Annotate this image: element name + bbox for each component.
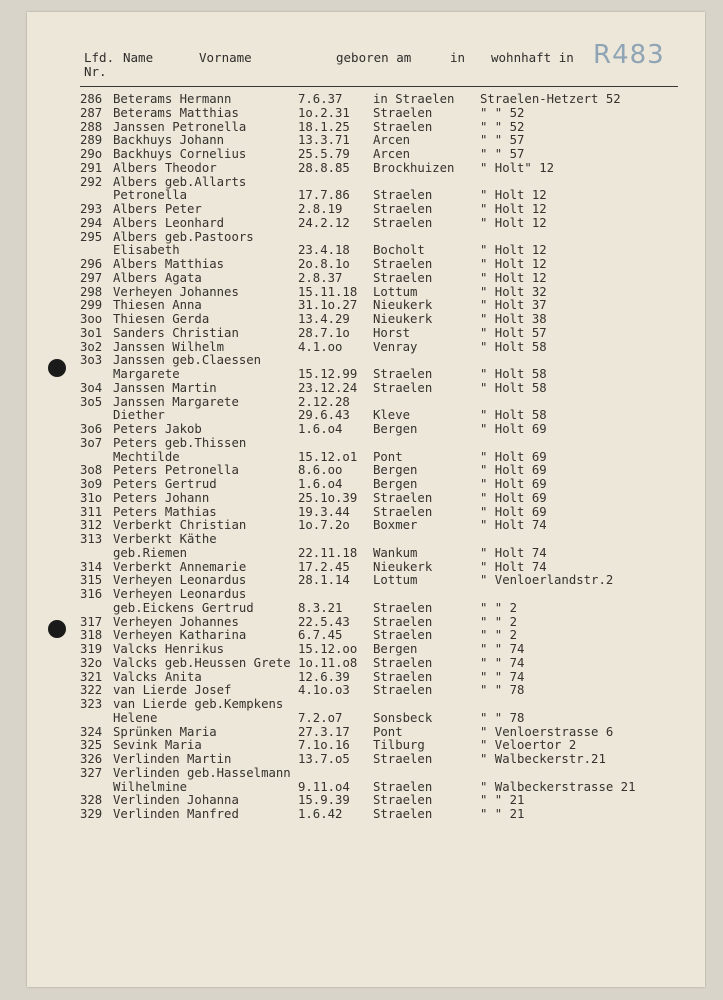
- row-birth-place: Straelen: [373, 490, 433, 505]
- row-birth-place: Wankum: [373, 545, 418, 560]
- row-birth-place: Straelen: [373, 614, 433, 629]
- row-birth-date: 1.6.42: [298, 807, 343, 821]
- row-residence: " Walbeckerstr.21: [480, 752, 606, 766]
- list-item: [80, 107, 700, 121]
- row-number: 3o2: [80, 339, 103, 354]
- row-residence: " Holt 37: [480, 298, 547, 313]
- list-item: [80, 478, 700, 492]
- row-birth-place: Straelen: [373, 807, 433, 821]
- row-birth-date: 1o.7.2o: [298, 518, 350, 533]
- archive-mark: R483: [593, 40, 665, 70]
- row-residence: " Holt 69: [480, 477, 547, 491]
- row-number: 286: [80, 92, 103, 106]
- row-number: 3o9: [80, 477, 103, 491]
- row-birth-place: Bergen: [373, 463, 418, 478]
- list-item: [80, 313, 700, 327]
- row-birth-place: Straelen: [373, 655, 433, 670]
- header-wohnhaft-in: wohnhaft in: [491, 50, 574, 65]
- row-birth-date: 27.3.17: [298, 724, 350, 739]
- row-residence: " " 74: [480, 669, 525, 684]
- list-item: [80, 409, 700, 423]
- row-name: Beterams Hermann: [113, 92, 232, 106]
- row-name: Valcks Anita: [113, 669, 202, 684]
- row-residence: " " 57: [480, 147, 525, 161]
- row-birth-date: 13.4.29: [298, 312, 350, 326]
- row-birth-date: 15.9.39: [298, 793, 350, 808]
- row-name: Albers geb.Pastoors: [113, 229, 254, 244]
- row-residence: " " 57: [480, 133, 525, 148]
- row-residence: " Holt 69: [480, 463, 547, 478]
- row-birth-date: 1o.2.31: [298, 105, 350, 120]
- row-name: Peters Gertrud: [113, 477, 217, 491]
- row-number: 296: [80, 257, 103, 271]
- row-number: 295: [80, 229, 103, 244]
- row-number: 328: [80, 793, 103, 808]
- row-birth-place: Straelen: [373, 683, 433, 698]
- list-item: [80, 561, 700, 575]
- list-item: [80, 781, 700, 795]
- row-residence: " Holt 58: [480, 339, 547, 354]
- row-number: 3o3: [80, 353, 103, 368]
- row-birth-place: Tilburg: [373, 738, 425, 753]
- row-birth-place: Bocholt: [373, 243, 425, 258]
- list-item: [80, 162, 700, 176]
- row-residence: " Venloerstrasse 6: [480, 724, 614, 739]
- row-number: 322: [80, 683, 103, 698]
- row-birth-place: Straelen: [373, 380, 433, 395]
- row-name: Verberkt Annemarie: [113, 559, 247, 574]
- list-item: [80, 176, 700, 190]
- list-item: [80, 464, 700, 478]
- row-name: Verlinden Johanna: [113, 793, 239, 808]
- row-residence: " Holt 38: [480, 312, 547, 326]
- row-residence: " Holt 58: [480, 408, 547, 423]
- row-birth-date: 2.8.19: [298, 202, 343, 216]
- header-nr: Nr.: [84, 64, 107, 79]
- row-name: Backhuys Johann: [113, 133, 225, 148]
- list-item: [80, 121, 700, 135]
- row-birth-date: 28.8.85: [298, 160, 350, 175]
- row-name: Verheyen Katharina: [113, 628, 247, 643]
- row-number: 318: [80, 628, 103, 643]
- row-residence: " " 78: [480, 710, 525, 725]
- row-number: 329: [80, 807, 103, 821]
- list-item: [80, 368, 700, 382]
- row-residence: " " 52: [480, 119, 525, 134]
- list-item: [80, 258, 700, 272]
- row-number: 316: [80, 587, 103, 601]
- row-name: Thiesen Anna: [113, 298, 202, 313]
- row-birth-date: 13.7.o5: [298, 752, 350, 766]
- row-name: Valcks geb.Heussen Grete 1o.11.o8: [113, 655, 358, 670]
- row-birth-date: 8.3.21: [298, 600, 343, 615]
- row-name: Sprünken Maria: [113, 724, 217, 739]
- row-number: 293: [80, 202, 103, 216]
- row-name: Sevink Maria: [113, 738, 202, 753]
- row-number: 317: [80, 614, 103, 629]
- row-birth-place: Straelen: [373, 270, 433, 285]
- row-residence: " Holt 12: [480, 202, 547, 216]
- list-item: [80, 533, 700, 547]
- row-birth-place: Nieukerk: [373, 559, 433, 574]
- row-residence: " Holt 12: [480, 270, 547, 285]
- list-item: [80, 712, 700, 726]
- row-name: Backhuys Cornelius: [113, 147, 247, 161]
- row-birth-date: 18.1.25: [298, 119, 350, 134]
- row-name: Albers Peter: [113, 202, 202, 216]
- row-name: van Lierde geb.Kempkens: [113, 697, 284, 711]
- row-birth-place: Straelen: [373, 504, 433, 519]
- row-birth-date: 31.1o.27: [298, 298, 358, 313]
- row-birth-place: Straelen: [373, 793, 433, 808]
- row-birth-place: Straelen: [373, 215, 433, 230]
- list-item: [80, 492, 700, 506]
- row-number: 311: [80, 504, 103, 519]
- row-birth-place: Brockhuizen: [373, 160, 455, 175]
- row-residence: " Holt 12: [480, 188, 547, 203]
- row-birth-date: 24.2.12: [298, 215, 350, 230]
- row-residence: " Holt 69: [480, 490, 547, 505]
- row-name: Albers Agata: [113, 270, 202, 285]
- row-number: 3o7: [80, 435, 103, 450]
- row-birth-place: Arcen: [373, 133, 411, 148]
- row-residence: " Holt 12: [480, 215, 547, 230]
- row-name: Peters Jakob: [113, 422, 202, 436]
- row-birth-date: 28.7.1o: [298, 325, 350, 340]
- row-name: Verheyen Johannes: [113, 614, 239, 629]
- list-item: [80, 602, 700, 616]
- row-residence: " " 78: [480, 683, 525, 698]
- row-number: 292: [80, 174, 103, 189]
- row-birth-place: Nieukerk: [373, 312, 433, 326]
- row-number: 3o1: [80, 325, 103, 340]
- row-residence: " Holt 58: [480, 367, 547, 381]
- row-number: 3oo: [80, 312, 103, 326]
- row-birth-date: 15.12.oo: [298, 642, 358, 656]
- row-number: 31o: [80, 490, 103, 505]
- row-birth-place: Straelen: [373, 257, 433, 271]
- list-item: [80, 547, 700, 561]
- row-name: Verberkt Käthe: [113, 532, 217, 546]
- row-birth-date: 17.2.45: [298, 559, 350, 574]
- row-residence: " " 2: [480, 600, 518, 615]
- row-birth-place: Pont: [373, 724, 403, 739]
- row-name: Albers Theodor: [113, 160, 217, 175]
- list-item: [80, 327, 700, 341]
- list-item: [80, 643, 700, 657]
- row-name: Verlinden geb.Hasselmann: [113, 765, 291, 780]
- row-birth-place: Kleve: [373, 408, 411, 423]
- row-birth-date: 1.6.o4: [298, 422, 343, 436]
- row-number: 313: [80, 532, 103, 546]
- list-item: [80, 753, 700, 767]
- row-number: 325: [80, 738, 103, 753]
- row-birth-date: 4.1o.o3: [298, 683, 350, 698]
- row-birth-date: 23.4.18: [298, 243, 350, 258]
- list-item: [80, 217, 700, 231]
- list-item: [80, 506, 700, 520]
- row-birth-place: Horst: [373, 325, 411, 340]
- row-birth-date: 22.11.18: [298, 545, 358, 560]
- row-name: Helene: [113, 710, 158, 725]
- row-number: 319: [80, 642, 103, 656]
- row-birth-date: 7.6.37: [298, 92, 343, 106]
- row-birth-date: 7.2.o7: [298, 710, 343, 725]
- row-name: Peters Johann: [113, 490, 210, 505]
- row-birth-date: 25.1o.39: [298, 490, 358, 505]
- row-number: 3o5: [80, 394, 103, 409]
- row-name: Janssen Margarete: [113, 394, 239, 409]
- row-name: Verheyen Johannes: [113, 284, 239, 299]
- row-residence: " Holt 74: [480, 518, 547, 533]
- header-vorname: Vorname: [199, 50, 252, 65]
- row-number: 321: [80, 669, 103, 684]
- punch-hole-bottom: [48, 620, 66, 638]
- row-name: Wilhelmine: [113, 779, 188, 794]
- row-name: Verheyen Leonardus: [113, 587, 247, 601]
- row-birth-place: Lottum: [373, 284, 418, 299]
- row-birth-place: Bergen: [373, 422, 418, 436]
- row-name: Janssen Petronella: [113, 119, 247, 134]
- row-number: 3o4: [80, 380, 103, 395]
- row-number: 294: [80, 215, 103, 230]
- row-birth-place: Boxmer: [373, 518, 418, 533]
- row-number: 314: [80, 559, 103, 574]
- row-birth-date: 6.7.45: [298, 628, 343, 643]
- list-item: [80, 671, 700, 685]
- row-birth-place: Straelen: [373, 628, 433, 643]
- list-item: [80, 396, 700, 410]
- row-residence: " " 74: [480, 655, 525, 670]
- row-birth-date: 17.7.86: [298, 188, 350, 203]
- row-birth-place: Bergen: [373, 642, 418, 656]
- row-number: 312: [80, 518, 103, 533]
- row-name: Janssen geb.Claessen: [113, 353, 262, 368]
- row-birth-place: Bergen: [373, 477, 418, 491]
- row-birth-place: Pont: [373, 449, 403, 464]
- row-birth-date: 25.5.79: [298, 147, 350, 161]
- row-residence: " " 74: [480, 642, 525, 656]
- list-item: [80, 519, 700, 533]
- row-birth-place: Straelen: [373, 367, 433, 381]
- list-item: [80, 698, 700, 712]
- row-number: 29o: [80, 147, 103, 161]
- list-item: [80, 299, 700, 313]
- row-birth-date: 15.11.18: [298, 284, 358, 299]
- list-item: [80, 341, 700, 355]
- list-item: [80, 134, 700, 148]
- list-item: [80, 767, 700, 781]
- row-number: 32o: [80, 655, 103, 670]
- row-name: Janssen Wilhelm: [113, 339, 225, 354]
- row-name: Albers Matthias: [113, 257, 225, 271]
- header-rule: [80, 86, 678, 87]
- row-number: 3o6: [80, 422, 103, 436]
- list-item: [80, 739, 700, 753]
- row-residence: Straelen-Hetzert 52: [480, 92, 621, 106]
- row-name: Valcks Henrikus: [113, 642, 225, 656]
- row-name: Verberkt Christian: [113, 518, 247, 533]
- list-item: [80, 629, 700, 643]
- row-residence: " " 2: [480, 614, 518, 629]
- row-name: van Lierde Josef: [113, 683, 232, 698]
- row-name: Petronella: [113, 188, 188, 203]
- row-name: Verlinden Manfred: [113, 807, 239, 821]
- row-birth-place: Straelen: [373, 779, 433, 794]
- row-name: Peters geb.Thissen: [113, 435, 247, 450]
- row-number: 289: [80, 133, 103, 148]
- row-birth-date: 8.6.oo: [298, 463, 343, 478]
- row-birth-date: 9.11.o4: [298, 779, 350, 794]
- row-residence: " Holt 12: [480, 243, 547, 258]
- row-name: geb.Riemen: [113, 545, 188, 560]
- row-residence: " Walbeckerstrasse 21: [480, 779, 636, 794]
- row-number: 324: [80, 724, 103, 739]
- row-name: Thiesen Gerda: [113, 312, 210, 326]
- row-number: 3o8: [80, 463, 103, 478]
- row-number: 315: [80, 573, 103, 588]
- row-name: Verheyen Leonardus: [113, 573, 247, 588]
- punch-hole-top: [48, 359, 66, 377]
- list-item: [80, 423, 700, 437]
- row-birth-date: 15.12.99: [298, 367, 358, 381]
- row-birth-date: 2.8.37: [298, 270, 343, 285]
- list-item: [80, 657, 700, 671]
- row-birth-date: 4.1.oo: [298, 339, 343, 354]
- row-birth-place: Straelen: [373, 119, 433, 134]
- row-birth-date: 28.1.14: [298, 573, 350, 588]
- list-item: [80, 244, 700, 258]
- row-residence: " Holt 69: [480, 422, 547, 436]
- row-name: Verlinden Martin: [113, 752, 232, 766]
- row-number: 326: [80, 752, 103, 766]
- header-in: in: [450, 50, 466, 65]
- row-residence: " Holt 58: [480, 380, 547, 395]
- row-birth-date: 2.12.28: [298, 394, 350, 409]
- row-number: 287: [80, 105, 103, 120]
- row-birth-place: Sonsbeck: [373, 710, 433, 725]
- row-name: Margarete: [113, 367, 180, 381]
- list-item: [80, 189, 700, 203]
- list-item: [80, 231, 700, 245]
- row-birth-place: Straelen: [373, 752, 433, 766]
- row-number: 297: [80, 270, 103, 285]
- list-item: [80, 794, 700, 808]
- row-birth-date: 13.3.71: [298, 133, 350, 148]
- row-name: Beterams Matthias: [113, 105, 239, 120]
- list-item: [80, 286, 700, 300]
- row-name: Albers Leonhard: [113, 215, 225, 230]
- row-birth-place: Straelen: [373, 202, 433, 216]
- row-name: Peters Petronella: [113, 463, 239, 478]
- row-name: Mechtilde: [113, 449, 180, 464]
- row-residence: " " 21: [480, 793, 525, 808]
- list-item: [80, 437, 700, 451]
- row-residence: " Holt 74: [480, 559, 547, 574]
- resident-list: [80, 93, 700, 822]
- list-item: [80, 272, 700, 286]
- row-birth-date: 29.6.43: [298, 408, 350, 423]
- row-birth-date: 2o.8.1o: [298, 257, 350, 271]
- row-birth-date: 12.6.39: [298, 669, 350, 684]
- row-birth-place: Straelen: [373, 600, 433, 615]
- row-name: Janssen Martin: [113, 380, 217, 395]
- row-residence: " Holt 57: [480, 325, 547, 340]
- row-birth-date: 19.3.44: [298, 504, 350, 519]
- row-name: Sanders Christian: [113, 325, 239, 340]
- list-item: [80, 203, 700, 217]
- row-number: 327: [80, 765, 103, 780]
- list-item: [80, 148, 700, 162]
- row-birth-place: Straelen: [373, 105, 433, 120]
- row-residence: " Venloerlandstr.2: [480, 573, 614, 588]
- row-number: 298: [80, 284, 103, 299]
- header-geboren-am: geboren am: [336, 50, 412, 65]
- header-lfd: Lfd.: [84, 50, 115, 65]
- row-birth-date: 7.1o.16: [298, 738, 350, 753]
- row-birth-place: Lottum: [373, 573, 418, 588]
- row-residence: " Veloertor 2: [480, 738, 577, 753]
- row-name: Elisabeth: [113, 243, 180, 258]
- row-residence: " " 21: [480, 807, 525, 821]
- row-birth-place: in Straelen: [373, 92, 455, 106]
- row-residence: " Holt 32: [480, 284, 547, 299]
- row-residence: " Holt 74: [480, 545, 547, 560]
- row-residence: " Holt 69: [480, 449, 547, 464]
- row-birth-date: 23.12.24: [298, 380, 358, 395]
- row-birth-place: Arcen: [373, 147, 411, 161]
- row-birth-place: Nieukerk: [373, 298, 433, 313]
- row-name: Peters Mathias: [113, 504, 217, 519]
- row-birth-place: Straelen: [373, 188, 433, 203]
- row-birth-date: 22.5.43: [298, 614, 350, 629]
- list-item: [80, 574, 700, 588]
- row-name: Albers geb.Allarts: [113, 174, 247, 189]
- list-item: [80, 382, 700, 396]
- list-item: [80, 684, 700, 698]
- row-birth-place: Venray: [373, 339, 418, 354]
- row-birth-place: Straelen: [373, 669, 433, 684]
- row-number: 323: [80, 697, 103, 711]
- row-residence: " " 52: [480, 105, 525, 120]
- row-residence: " Holt 69: [480, 504, 547, 519]
- row-residence: " Holt 12: [480, 257, 547, 271]
- list-item: [80, 451, 700, 465]
- row-birth-date: 15.12.o1: [298, 449, 358, 464]
- row-number: 288: [80, 119, 103, 134]
- list-item: [80, 354, 700, 368]
- list-item: [80, 616, 700, 630]
- row-name: Diether: [113, 408, 165, 423]
- row-number: 299: [80, 298, 103, 313]
- row-number: 291: [80, 160, 103, 175]
- list-item: [80, 726, 700, 740]
- row-residence: " Holt" 12: [480, 160, 555, 175]
- row-name: geb.Eickens Gertrud: [113, 600, 254, 615]
- list-item: [80, 808, 700, 822]
- row-birth-date: 1.6.o4: [298, 477, 343, 491]
- row-residence: " " 2: [480, 628, 518, 643]
- header-name: Name: [123, 50, 154, 65]
- list-item: [80, 588, 700, 602]
- list-item: [80, 93, 700, 107]
